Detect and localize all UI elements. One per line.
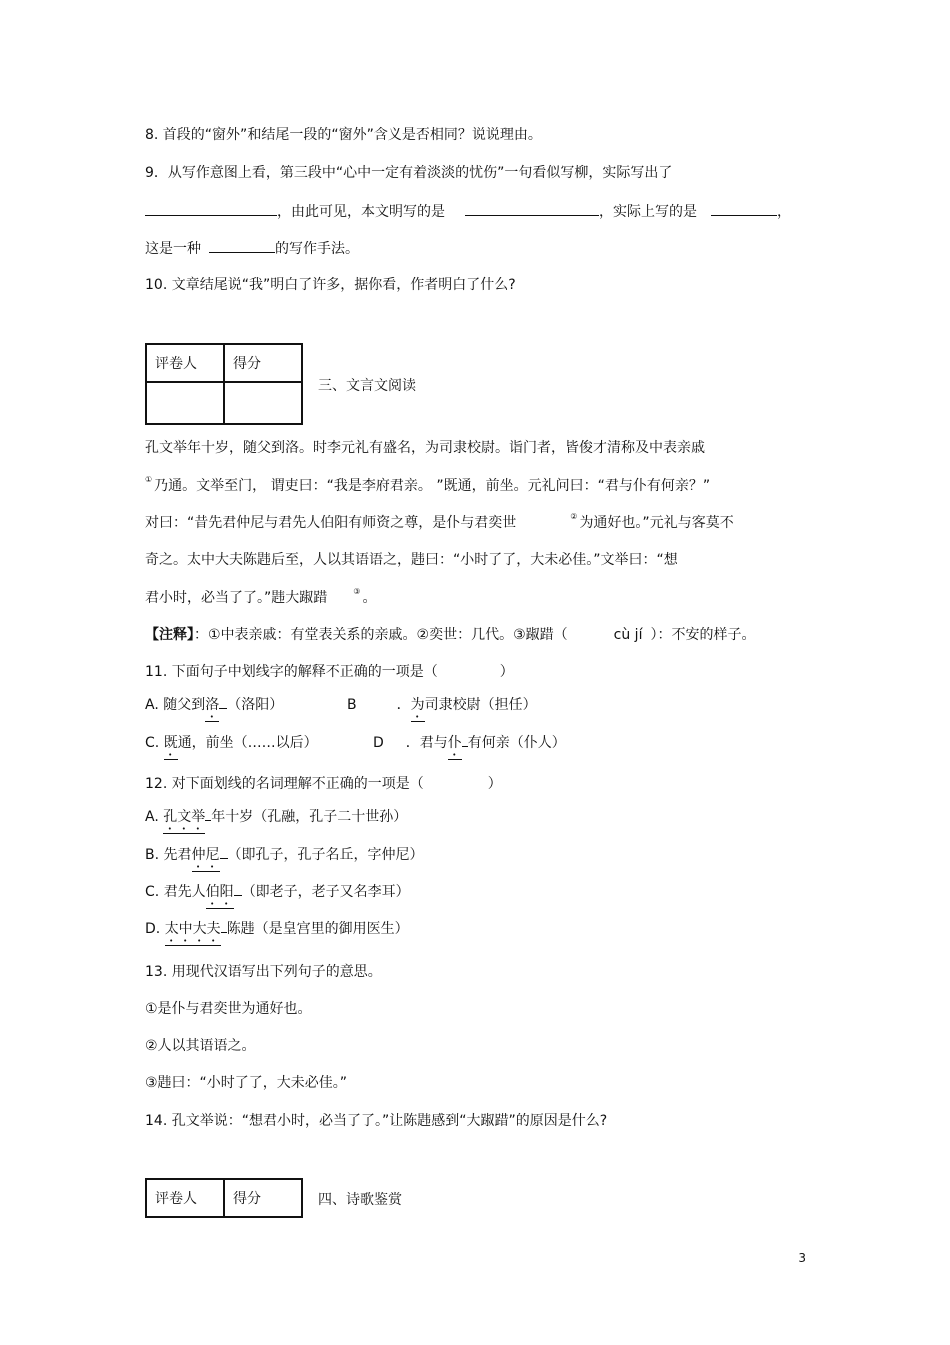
- option-label: C.: [145, 735, 160, 751]
- option-label: ．: [405, 735, 420, 751]
- question-12: [145, 774, 502, 794]
- question-9-line2: [145, 201, 791, 222]
- passage-text: 。: [362, 590, 377, 606]
- option-text: 君先人: [163, 884, 206, 900]
- answer-blank[interactable]: [711, 201, 777, 216]
- passage-line: 孔文举年十岁，随父到洛。时李元礼有盛名，为司隶校尉。诣门者，皆俊才清称及中表亲戚: [145, 440, 705, 456]
- section-title-4: 四、诗歌鉴赏: [318, 1192, 402, 1208]
- option-label: A.: [145, 697, 159, 713]
- annotation: [145, 625, 755, 645]
- answer-blank[interactable]: [465, 201, 599, 216]
- option-12-a[interactable]: [145, 807, 407, 834]
- option-text: 有何亲（仆人）: [467, 735, 566, 751]
- option-text: 先君: [163, 847, 192, 863]
- option-text: （即老子，老子又名李耳）: [241, 884, 410, 900]
- annotation-text: ：①中表亲戚：有堂表关系的亲戚。②奕世：几代。③踧踖（: [194, 627, 568, 643]
- option-text: （洛阳）: [227, 697, 284, 713]
- passage-text: 乃通。文举至门， 谓吏曰：“我是李府君亲。 ”既通，前坐。元礼问曰：“君与仆有何亲？”: [154, 478, 711, 494]
- question-9-text: 的写作手法。: [275, 241, 359, 257]
- option-text: 年十岁（孔融，孔子二十世孙）: [211, 809, 408, 825]
- option-11-c[interactable]: [145, 733, 318, 760]
- question-13: 13. 用现代汉语写出下列句子的意思。: [145, 964, 382, 980]
- question-11-stem: 11. 下面句子中划线字的解释不正确的一项是（: [145, 664, 438, 680]
- question-9-text: ，由此可见，本文明写的是: [277, 204, 445, 220]
- question-9-text: ，: [777, 204, 791, 220]
- question-12-bracket: ）: [487, 776, 502, 792]
- question-9-line3: [145, 238, 359, 259]
- underlined-word: 伯阳: [206, 882, 234, 909]
- underlined-word: 太中大夫: [165, 919, 221, 946]
- option-11-b[interactable]: [347, 695, 537, 722]
- annotation-pinyin: cù jí: [613, 627, 643, 643]
- underlined-word: 仲尼: [192, 845, 220, 872]
- grader-label: 评卷人: [146, 1179, 224, 1217]
- answer-blank[interactable]: [209, 238, 275, 253]
- answer-blank[interactable]: [145, 201, 277, 216]
- question-9-line1: 9．从写作意图上看，第三段中“心中一定有着淡淡的忧伤”一句看似写柳，实际写出了: [145, 165, 673, 181]
- question-14: 14. 孔文举说：“想君小时，必当了了。”让陈韪感到“大踧踖”的原因是什么?: [145, 1113, 608, 1129]
- option-text: 君与: [419, 735, 448, 751]
- option-label: D.: [145, 921, 161, 937]
- option-12-d[interactable]: [145, 919, 409, 946]
- option-label: B: [347, 697, 357, 713]
- question-12-stem: 12. 对下面划线的名词理解不正确的一项是（: [145, 776, 424, 792]
- grader-label: 评卷人: [146, 344, 224, 382]
- question-13-sentence: ③韪曰：“小时了了，大未必佳。”: [145, 1075, 348, 1091]
- option-label: A.: [145, 809, 159, 825]
- footnote-marker: ③: [353, 587, 361, 596]
- option-label: D: [373, 735, 384, 751]
- question-11-bracket: ）: [499, 664, 514, 680]
- question-9-text: 这是一种: [145, 241, 201, 257]
- underlined-word: 既: [164, 733, 178, 760]
- score-label: 得分: [224, 1179, 302, 1217]
- option-11-d[interactable]: [373, 733, 566, 760]
- score-label: 得分: [224, 344, 302, 382]
- grader-table: [145, 343, 303, 425]
- grader-cell[interactable]: [146, 382, 224, 424]
- question-13-sentence: ②人以其语语之。: [145, 1038, 256, 1054]
- underlined-word: 洛: [205, 695, 219, 722]
- score-cell[interactable]: [224, 382, 302, 424]
- passage-text: 为通好也。”元礼与客莫不: [579, 515, 734, 531]
- question-11: [145, 662, 514, 682]
- footnote-marker: ②: [570, 512, 578, 521]
- grader-table: [145, 1178, 303, 1218]
- question-8: 8. 首段的“窗外”和结尾一段的“窗外”含义是否相同？说说理由。: [145, 127, 542, 143]
- option-label: B.: [145, 847, 160, 863]
- question-13-sentence: ①是仆与君奕世为通好也。: [145, 1001, 312, 1017]
- question-9-text: ，实际上写的是: [599, 204, 697, 220]
- annotation-label: 【注释】: [145, 627, 194, 643]
- passage-line: [145, 476, 710, 498]
- option-label: C.: [145, 884, 160, 900]
- option-text: 司隶校尉（担任）: [424, 697, 537, 713]
- passage-line: [145, 513, 734, 535]
- option-text: 随父到: [163, 697, 206, 713]
- option-text: 陈韪（是皇宫里的御用医生）: [226, 921, 409, 937]
- question-10: 10. 文章结尾说“我”明白了许多，据你看，作者明白了什么?: [145, 277, 516, 293]
- passage-line: 奇之。太中大夫陈韪后至，人以其语语之，韪曰：“小时了了，大未必佳。”文举曰：“想: [145, 552, 678, 568]
- option-12-b[interactable]: [145, 845, 424, 872]
- underlined-word: 仆: [448, 733, 462, 760]
- passage-text: 君小时，必当了了。”韪大踧踖: [145, 590, 328, 606]
- annotation-text: ）：不安的样子。: [650, 627, 756, 643]
- section-title-3: 三、文言文阅读: [318, 378, 416, 394]
- passage-text: 对曰：“昔先君仲尼与君先人伯阳有师资之尊，是仆与君奕世: [145, 515, 517, 531]
- passage-line: [145, 588, 376, 610]
- option-11-a[interactable]: [145, 695, 283, 722]
- option-12-c[interactable]: [145, 882, 410, 909]
- option-label: ．: [396, 697, 411, 713]
- option-text: 通，前坐（……以后）: [177, 735, 318, 751]
- option-text: （即孔子，孔子名丘，字仲尼）: [227, 847, 424, 863]
- underlined-word: 孔文举: [163, 807, 205, 834]
- page-number: 3: [798, 1251, 806, 1265]
- underlined-word: 为: [411, 695, 425, 722]
- footnote-marker: ①: [145, 475, 153, 484]
